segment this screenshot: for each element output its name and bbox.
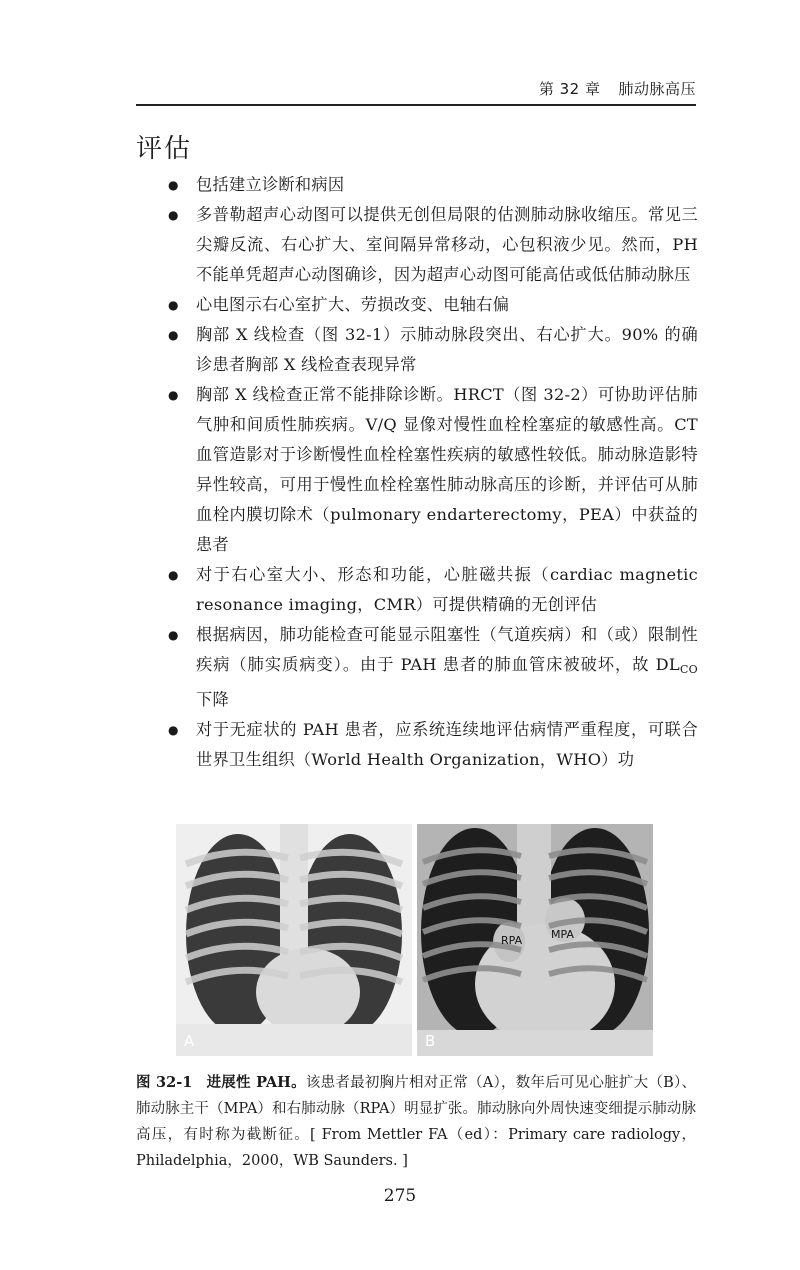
chest-xray-panel-a [176, 824, 412, 1056]
chest-xray-a-image [176, 824, 412, 1056]
chapter-number: 第 32 章 [538, 80, 601, 98]
dlco-subscript: CO [679, 663, 698, 676]
caption-title: 进展性 PAH。 [206, 1074, 306, 1091]
rpa-label: RPA [501, 934, 523, 947]
chapter-title: 肺动脉高压 [618, 80, 696, 98]
bullet-item: ● 多普勒超声心动图可以提供无创但局限的估测肺动脉收缩压。常见三尖瓣反流、右心扩大、室间隔异常移动，心包积液少见。然而，PH 不能单凭超声心动图确诊，因为超声心动图可能高估或低估肺动脉压 [168, 200, 698, 290]
bullet-item: ● 心电图示右心室扩大、劳损改变、电轴右偏 [168, 290, 698, 320]
bullet-item: ● 胸部 X 线检查（图 32-1）示肺动脉段突出、右心扩大。90% 的确诊患者胸部 X 线检查表现异常 [168, 320, 698, 380]
bullet-item: ● 对于右心室大小、形态和功能，心脏磁共振（cardiac magnetic resonance imaging，CMR）可提供精确的无创评估 [168, 560, 698, 620]
bullet-item: ● 胸部 X 线检查正常不能排除诊断。HRCT（图 32-2）可协助评估肺气肿和间质性肺疾病。V/Q 显像对慢性血栓栓塞症的敏感性高。CT 血管造影对于诊断慢性血栓栓塞性疾病的敏感性较低。肺动脉造影特异性较高，可用于慢性血栓栓塞性肺动脉高压的诊断，并评估可从肺血栓内膜切除术（pulmonary endarterectomy，PEA）中获益的患者 [168, 380, 698, 560]
figure-caption [136, 1070, 696, 1174]
section-title: 评估 [136, 134, 193, 164]
bullet-text: 根据病因，肺功能检查可能显示阻塞性（气道疾病）和（或）限制性疾病（肺实质病变）。由于 PAH 患者的肺血管床被破坏，故 DL [196, 625, 698, 674]
panel-label-b: B [425, 1032, 436, 1050]
header-rule [136, 104, 696, 106]
page-number: 275 [383, 1186, 417, 1206]
caption-text: 该患者最初胸片相对正常（A），数年后可见心脏扩大（B）、肺动脉主干（MPA）和右肺动脉（RPA）明显扩张。肺动脉向外周快速变细提示肺动脉高压，有时称为截断征。[ From Mettler FA（ed）：Primary care radiology，Philadelphia，2000，WB Saunders. ] [136, 1075, 697, 1169]
mpa-label: MPA [551, 928, 574, 941]
bullet-item: ● 包括建立诊断和病因 [168, 170, 698, 200]
chest-xray-b-image [417, 824, 653, 1056]
bullet-list [168, 170, 698, 775]
panel-label-a: A [184, 1032, 195, 1050]
running-header [136, 78, 696, 100]
bullet-item: ● 对于无症状的 PAH 患者，应系统连续地评估病情严重程度，可联合世界卫生组织（World Health Organization，WHO）功 [168, 715, 698, 775]
bullet-item-dlco [168, 620, 698, 715]
bullet-text: 下降 [196, 690, 229, 709]
caption-number: 图 32-1 [136, 1074, 193, 1091]
chest-xray-panel-b [417, 824, 653, 1056]
